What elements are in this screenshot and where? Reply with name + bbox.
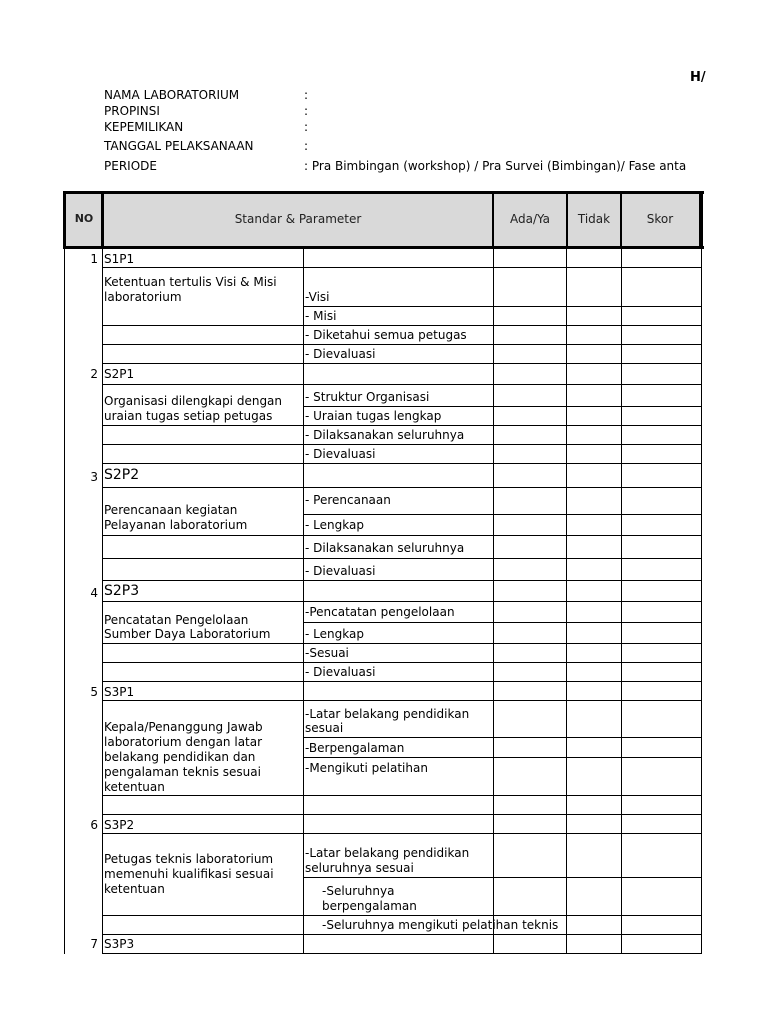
row-number: 2 [90,367,98,381]
grid-hline [102,833,702,834]
standard-code: S3P2 [104,818,135,832]
grid-hline [102,601,702,602]
parameter-item: -Sesuai [305,646,349,660]
grid-hline [102,425,702,426]
grid-hline [102,344,702,345]
header-skor: Skor [646,212,674,226]
grid-hline [102,662,702,663]
grid-hline [303,406,702,407]
standard-description-line: uraian tugas setiap petugas [104,409,273,423]
field-label-nama-laboratorium: NAMA LABORATORIUM [104,88,240,102]
field-value-periode: : Pra Bimbingan (workshop) / Pra Survei (Bimbingan)/ Fase anta [304,159,687,173]
parameter-item: - Struktur Organisasi [305,390,430,404]
grid-hline [102,487,702,488]
standard-description-line: Kepala/Penanggung Jawab [104,720,263,734]
row-number: 4 [90,586,98,600]
standard-code: S2P3 [104,583,140,599]
parameter-item: - Dievaluasi [305,447,376,461]
field-value-kepemilikan: : [304,120,309,134]
header-standar-parameter: Standar & Parameter [234,212,362,226]
standard-code: S3P1 [104,685,135,699]
row-number: 6 [90,818,98,832]
grid-hline [303,306,702,307]
parameter-item: -Latar belakang pendidikan [305,707,470,721]
grid-hline [102,700,702,701]
row-number: 5 [90,685,98,699]
row-number: 3 [90,470,98,484]
grid-hline [303,737,702,738]
grid-hline [303,757,702,758]
grid-hline [102,814,702,815]
grid-hline [102,558,702,559]
standard-description-line: pengalaman teknis sesuai [104,765,261,779]
standard-description-line: ketentuan [104,882,165,896]
field-value-nama-laboratorium: : [304,88,309,102]
header-tidak: Tidak [577,212,611,226]
parameter-item: -Mengikuti pelatihan [305,761,428,775]
parameter-item: - Perencanaan [305,493,391,507]
standard-code: S1P1 [104,252,135,266]
grid-hline [102,934,702,935]
grid-hline [303,622,702,623]
parameter-item: - Dievaluasi [305,564,376,578]
grid-hline [102,643,702,644]
table-header-top-border [63,191,704,194]
standard-description-line: Ketentuan tertulis Visi & Misi [104,275,277,289]
table-header-bottom-border [63,246,704,249]
parameter-item: - Lengkap [305,518,364,532]
parameter-item: - Dievaluasi [305,347,376,361]
field-value-propinsi: : [304,104,309,118]
grid-hline [303,877,702,878]
header-no: NO [74,212,94,225]
grid-hline [102,580,702,581]
standard-description-line: belakang pendidikan dan [104,750,256,764]
field-value-tanggal: : [304,139,309,153]
parameter-item: -Visi [305,290,330,304]
parameter-item: - Dilaksanakan seluruhnya [305,541,465,555]
parameter-item: - Dilaksanakan seluruhnya [305,428,465,442]
standard-code: S3P3 [104,937,135,951]
standard-description-line: Sumber Daya Laboratorium [104,627,271,641]
grid-hline [102,535,702,536]
parameter-item: - Misi [305,309,337,323]
row-number: 1 [90,252,98,266]
field-label-propinsi: PROPINSI [104,104,160,118]
field-label-tanggal: TANGGAL PELAKSANAAN [104,139,254,153]
grid-hline [102,363,702,364]
parameter-item: berpengalaman [322,899,417,913]
row-number: 7 [90,937,98,951]
standard-description-line: laboratorium dengan latar [104,735,263,749]
grid-hline [303,514,702,515]
standard-description-line: laboratorium [104,290,182,304]
parameter-item: seluruhnya sesuai [305,861,414,875]
parameter-item: - Uraian tugas lengkap [305,409,442,423]
grid-hline [102,325,702,326]
grid-hline [102,444,702,445]
standard-description-line: ketentuan [104,780,165,794]
page-title-fragment: H/ [690,70,706,85]
grid-hline [102,795,702,796]
grid-hline [102,953,702,954]
grid-vline-left [64,249,65,954]
table-header-right-border [699,191,703,249]
standard-description-line: Pencatatan Pengelolaan [104,613,249,627]
parameter-item: - Diketahui semua petugas [305,328,467,342]
field-label-periode: PERIODE [104,159,157,173]
standard-description-line: Petugas teknis laboratorium [104,852,274,866]
grid-hline [102,915,702,916]
standard-code: S2P2 [104,467,140,483]
parameter-item: - Dievaluasi [305,665,376,679]
parameter-item: sesuai [305,721,344,735]
standard-description-line: memenuhi kualifikasi sesuai [104,867,274,881]
header-ada-ya: Ada/Ya [509,212,551,226]
grid-hline [102,681,702,682]
field-label-kepemilikan: KEPEMILIKAN [104,120,184,134]
standard-description-line: Pelayanan laboratorium [104,518,248,532]
parameter-item: -Seluruhnya mengikuti pelatihan teknis [322,918,559,932]
standard-description-line: Perencanaan kegiatan [104,503,238,517]
parameter-item: -Pencatatan pengelolaan [305,605,455,619]
grid-hline [102,463,702,464]
parameter-item: -Seluruhnya [322,884,395,898]
standard-description-line: Organisasi dilengkapi dengan [104,394,283,408]
parameter-item: - Lengkap [305,627,364,641]
parameter-item: -Latar belakang pendidikan [305,846,470,860]
grid-hline [102,267,702,268]
standard-code: S2P1 [104,367,135,381]
parameter-item: -Berpengalaman [305,741,405,755]
grid-hline [102,384,702,385]
